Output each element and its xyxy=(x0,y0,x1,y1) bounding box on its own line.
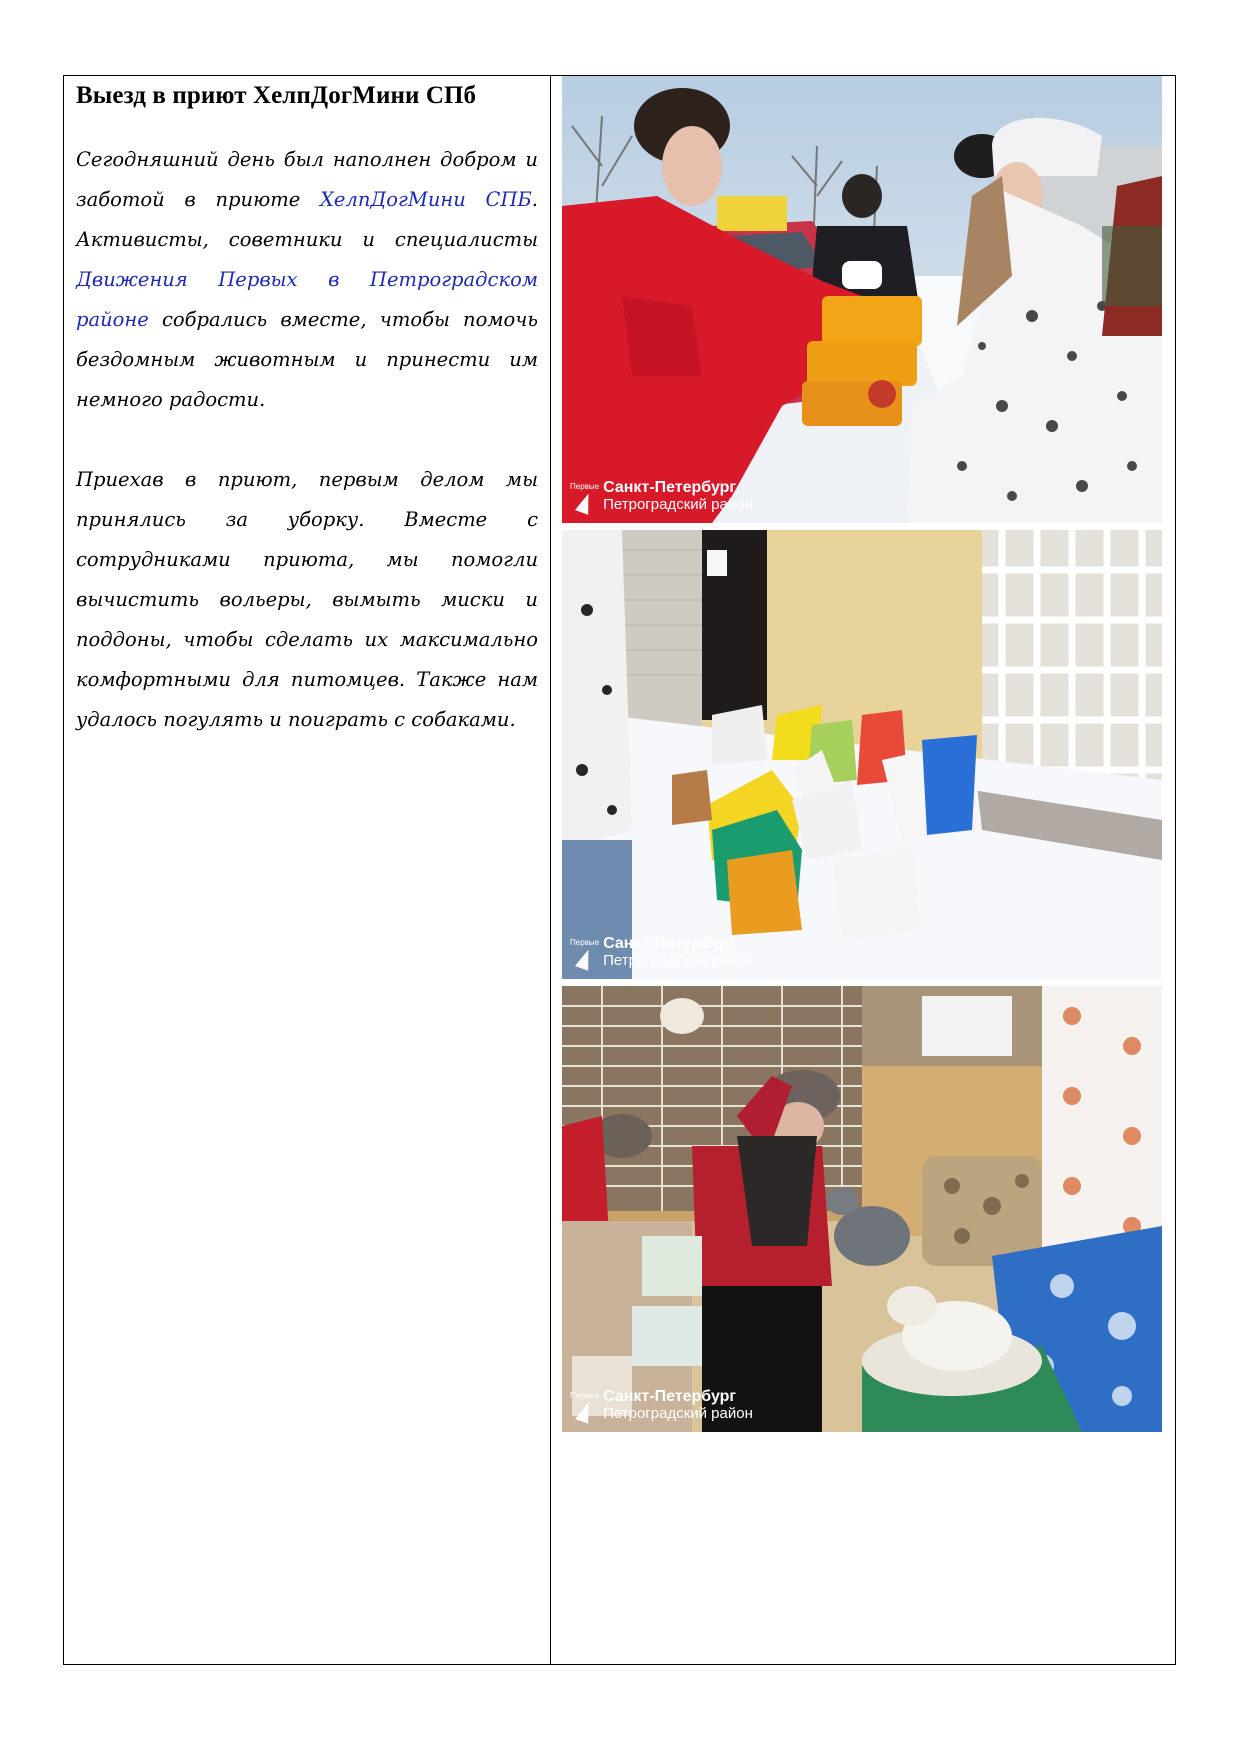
photo-volunteers-food-image xyxy=(562,76,1162,523)
watermark-district: Петроградский район xyxy=(603,1405,753,1422)
watermark xyxy=(570,1388,753,1422)
watermark-district: Петроградский район xyxy=(603,952,753,969)
photo-cat-shelter xyxy=(562,986,1162,1432)
movement-link[interactable]: Движения Первых в Петроградском районе xyxy=(76,268,538,331)
watermark-city: Санкт-Петербург xyxy=(603,1388,737,1405)
paragraph-intro-text-3: собрались вместе, чтобы помочь бездомным животным и принести им немного радости. xyxy=(76,308,538,411)
text-column xyxy=(64,76,551,1664)
watermark-logo xyxy=(570,938,599,969)
photo-column xyxy=(551,76,1175,1664)
paragraph-intro xyxy=(76,140,538,420)
watermark-logo xyxy=(570,482,599,513)
watermark-brand: Первые xyxy=(570,938,600,947)
watermark-district: Петроградский район xyxy=(603,496,753,513)
paragraph-cleaning: Приехав в приют, первым делом мы принялись за уборку. Вместе с сотрудниками приюта, мы помогли вычистить вольеры, вымыть миски и поддоны, чтобы сделать их максимально комфортными для питомцев. Также нам удалось погулять и поиграть с собаками. xyxy=(76,468,538,731)
paragraph-intro-text-1: Сегодняшний день был наполнен добром и заботой в приюте xyxy=(76,148,538,211)
document-table xyxy=(63,75,1176,1665)
photo-donations-image xyxy=(562,530,1162,979)
photo-volunteers-food xyxy=(562,76,1162,523)
watermark xyxy=(570,935,753,969)
photo-donations xyxy=(562,530,1162,979)
paragraph-intro-text-2: . Активисты, советники и специалисты xyxy=(76,188,538,251)
shelter-link[interactable]: ХелпДогМини СПБ xyxy=(320,188,532,211)
arrow-logo-icon xyxy=(575,491,595,515)
arrow-logo-icon xyxy=(575,947,595,971)
watermark xyxy=(570,479,753,513)
watermark-brand: Первые xyxy=(570,1391,600,1400)
watermark-city: Санкт-Петербург xyxy=(603,935,737,952)
arrow-logo-icon xyxy=(575,1400,595,1424)
photo-cat-shelter-image xyxy=(562,986,1162,1432)
document-title: Выезд в приют ХелпДогМини СПб xyxy=(76,82,477,109)
watermark-logo xyxy=(570,1391,599,1422)
watermark-city: Санкт-Петербург xyxy=(603,479,737,496)
watermark-brand: Первые xyxy=(570,482,600,491)
